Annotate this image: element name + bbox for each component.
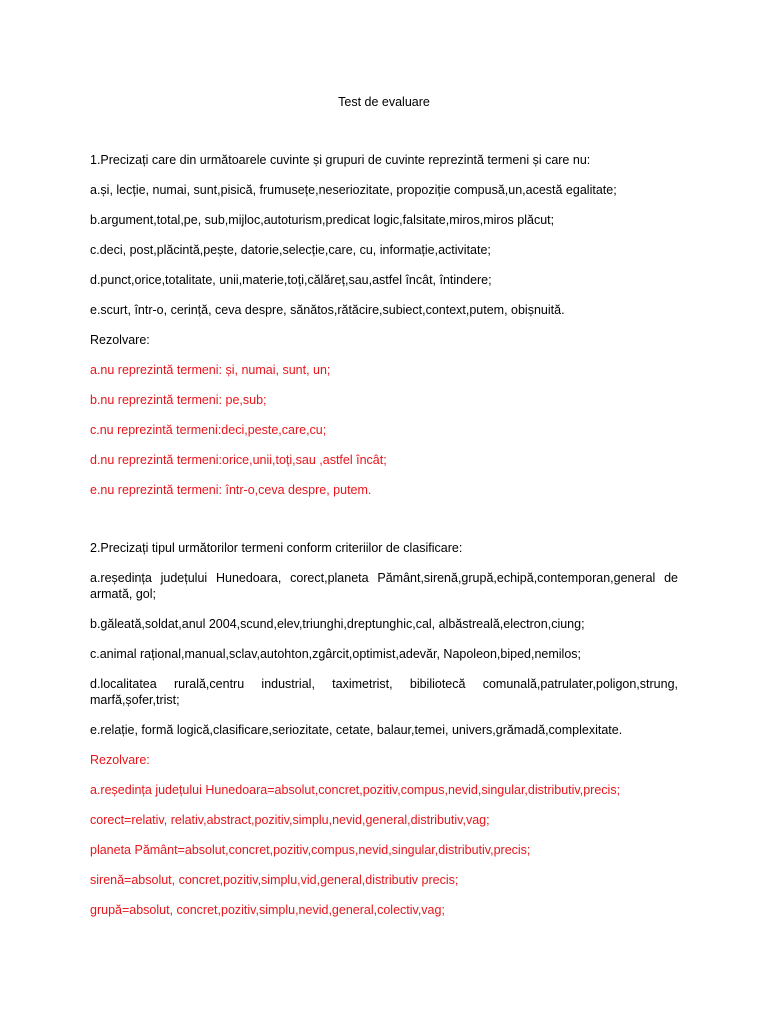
question-1-item-a: a.și, lecție, numai, sunt,pisică, frumusețe,neseriozitate, propoziție compusă,un,acestă egalitate;: [90, 183, 617, 197]
question-1-item-b: b.argument,total,pe, sub,mijloc,autoturism,predicat logic,falsitate,miros,miros plăcut;: [90, 213, 555, 227]
solution-1-answer-a: a.nu reprezintă termeni: și, numai, sunt, un;: [90, 363, 331, 377]
question-2-item-b: b.găleată,soldat,anul 2004,scund,elev,triunghi,dreptunghic,cal, albăstreală,electron,ciung;: [90, 617, 585, 631]
question-1-item-d: d.punct,orice,totalitate, unii,materie,toți,călăreț,sau,astfel încât, întindere;: [90, 273, 492, 287]
document-title: Test de evaluare: [338, 95, 430, 109]
question-2-item-d: d.localitatea rurală,centru industrial, taximetrist, bibiliotecă comunală,patrulater,poligon,strung, marfă,șofer,trist;: [90, 677, 678, 707]
solution-2-answer-planeta: planeta Pământ=absolut,concret,pozitiv,compus,nevid,singular,distributiv,precis;: [90, 843, 531, 857]
solution-1-label: Rezolvare:: [90, 333, 150, 347]
solution-1-answer-c: c.nu reprezintă termeni:deci,peste,care,cu;: [90, 423, 327, 437]
solution-1-answer-d: d.nu reprezintă termeni:orice,unii,toți,sau ,astfel încât;: [90, 453, 387, 467]
solution-1-answer-e: e.nu reprezintă termeni: într-o,ceva despre, putem.: [90, 483, 372, 497]
document-body: [90, 152, 678, 932]
section-spacer: [90, 512, 678, 540]
question-1: 1.Precizați care din următoarele cuvinte și grupuri de cuvinte reprezintă termeni și care nu:: [90, 153, 591, 167]
question-1-item-e: e.scurt, într-o, cerință, ceva despre, sănătos,rătăcire,subiect,context,putem, obișnuită.: [90, 303, 565, 317]
question-2-item-a: a.reședința județului Hunedoara, corect,planeta Pământ,sirenă,grupă,echipă,contemporan,general de armată, gol;: [90, 571, 678, 601]
solution-2-label: Rezolvare:: [90, 753, 150, 767]
solution-2-answer-corect: corect=relativ, relativ,abstract,pozitiv,simplu,nevid,general,distributiv,vag;: [90, 813, 490, 827]
solution-2-answer-grupa: grupă=absolut, concret,pozitiv,simplu,nevid,general,colectiv,vag;: [90, 903, 445, 917]
question-2: 2.Precizați tipul următorilor termeni conform criteriilor de clasificare:: [90, 541, 463, 555]
question-2-item-c: c.animal rațional,manual,sclav,autohton,zgârcit,optimist,adevăr, Napoleon,biped,nemilos;: [90, 647, 582, 661]
solution-2-answer-a: a.reședința județului Hunedoara=absolut,concret,pozitiv,compus,nevid,singular,distributiv,precis;: [90, 783, 621, 797]
solution-1-answer-b: b.nu reprezintă termeni: pe,sub;: [90, 393, 267, 407]
question-1-item-c: c.deci, post,plăcintă,pește, datorie,selecție,care, cu, informație,activitate;: [90, 243, 491, 257]
question-2-item-e: e.relație, formă logică,clasificare,seriozitate, cetate, balaur,temei, univers,grămadă,complexitate.: [90, 723, 623, 737]
solution-2-answer-sirena: sirenă=absolut, concret,pozitiv,simplu,vid,general,distributiv precis;: [90, 873, 459, 887]
